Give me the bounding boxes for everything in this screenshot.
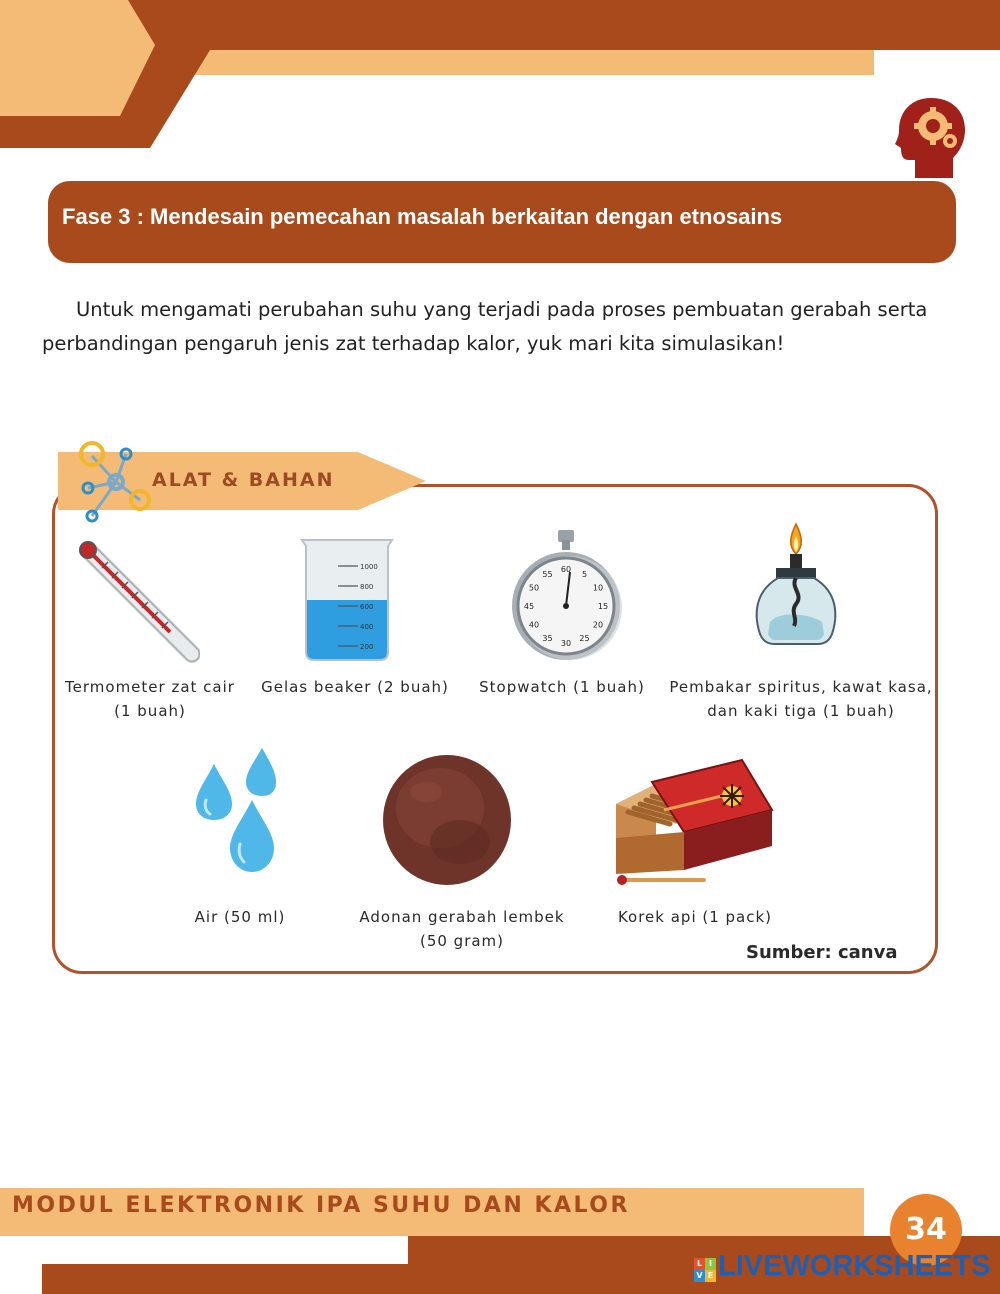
liveworksheets-text: LIVEWORKSHEETS bbox=[718, 1250, 991, 1282]
tool-label-beaker bbox=[250, 675, 460, 699]
matchbox-icon bbox=[612, 758, 776, 888]
stopwatch-icon bbox=[506, 528, 642, 662]
source-credit: Sumber: canva bbox=[746, 942, 898, 963]
tool-label-line: Korek api (1 pack) bbox=[617, 908, 773, 926]
tool-label-line: Stopwatch (1 buah) bbox=[479, 678, 645, 696]
stopwatch-number: 20 bbox=[592, 620, 604, 630]
beaker-mark: 800 bbox=[360, 583, 374, 591]
thermometer-icon bbox=[74, 536, 200, 666]
head-gears-icon bbox=[893, 96, 965, 180]
liveworksheets-logo bbox=[694, 1258, 716, 1282]
tool-label-line: Termometer zat cair bbox=[65, 678, 235, 696]
spirit-burner-icon bbox=[750, 522, 842, 650]
tool-label-matches bbox=[600, 905, 790, 929]
water-drops-icon bbox=[192, 748, 284, 880]
tool-label-line: Air (50 ml) bbox=[194, 908, 286, 926]
clay-dough-icon bbox=[380, 752, 514, 888]
stopwatch-number: 45 bbox=[523, 602, 535, 611]
tool-label-thermometer bbox=[56, 675, 244, 723]
footer-title: MODUL ELEKTRONIK IPA SUHU DAN KALOR bbox=[12, 1193, 630, 1218]
tool-label-line: dan kaki tiga (1 buah) bbox=[707, 702, 895, 720]
beaker-mark: 200 bbox=[360, 643, 374, 651]
tool-label-line: Adonan gerabah lembek bbox=[359, 908, 565, 926]
beaker-mark: 600 bbox=[360, 603, 374, 611]
molecule-icon bbox=[74, 436, 156, 528]
tool-label-stopwatch bbox=[470, 675, 654, 699]
tool-label-line: (50 gram) bbox=[419, 932, 505, 950]
beaker-icon bbox=[298, 538, 396, 662]
tool-label-clay bbox=[340, 905, 584, 953]
phase-title: Fase 3 : Mendesain pemecahan masalah berkaitan dengan etnosains bbox=[62, 204, 783, 229]
stopwatch-number: 10 bbox=[592, 583, 604, 593]
stopwatch-number: 60 bbox=[560, 565, 572, 574]
stopwatch-number: 40 bbox=[528, 620, 540, 630]
logo-letter: V bbox=[694, 1270, 705, 1282]
tool-label-line: (1 buah) bbox=[114, 702, 186, 720]
tools-heading: ALAT & BAHAN bbox=[152, 469, 335, 491]
header-decoration bbox=[0, 0, 1000, 150]
logo-letter: L bbox=[694, 1258, 705, 1270]
stopwatch-number: 15 bbox=[597, 602, 609, 611]
stopwatch-number: 35 bbox=[542, 634, 553, 643]
intro-paragraph: Untuk mengamati perubahan suhu yang terjadi pada proses pembuatan gerabah serta perbandingan pengaruh jenis zat terhadap kalor, yuk mari kita simulasikan! bbox=[42, 298, 928, 355]
stopwatch-number: 50 bbox=[528, 583, 540, 593]
logo-letter: I bbox=[705, 1258, 716, 1270]
beaker-mark: 1000 bbox=[360, 563, 378, 571]
stopwatch-number: 25 bbox=[579, 634, 590, 643]
logo-letter: E bbox=[705, 1270, 716, 1282]
stopwatch-number: 55 bbox=[542, 570, 553, 579]
page-number: 34 bbox=[890, 1194, 962, 1266]
tool-label-water bbox=[170, 905, 310, 929]
beaker-mark: 400 bbox=[360, 623, 374, 631]
tool-label-line: Gelas beaker (2 buah) bbox=[261, 678, 449, 696]
stopwatch-number: 5 bbox=[581, 570, 588, 579]
tool-label-line: Pembakar spiritus, kawat kasa, bbox=[669, 678, 933, 696]
stopwatch-number: 30 bbox=[560, 639, 572, 648]
tool-label-burner bbox=[660, 675, 942, 723]
